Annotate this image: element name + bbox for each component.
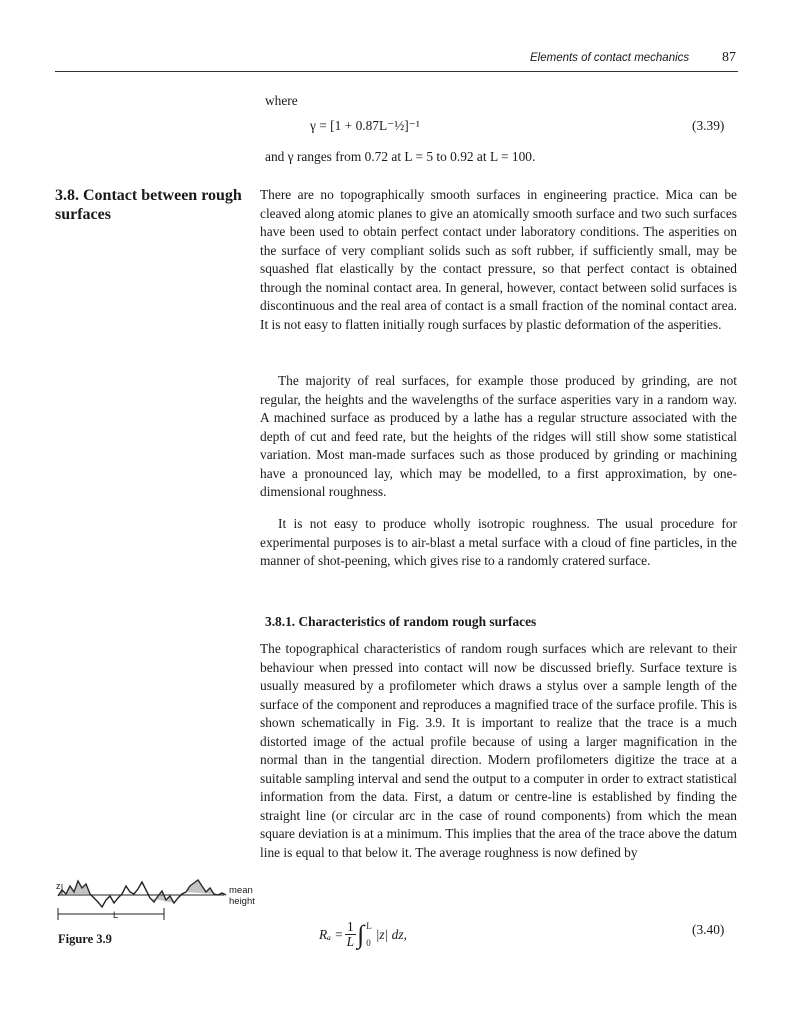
equation-3-39: γ = [1 + 0.87L⁻½]⁻¹	[310, 118, 420, 133]
figure-label-mean: mean	[229, 885, 253, 896]
figure-label-height: height	[229, 896, 255, 907]
equation-3-40: Rₐ = 1 ∫ L |z| dz, L 0	[319, 919, 407, 949]
eq-lower-limit: 0	[366, 938, 371, 948]
figure-label-z: z	[56, 881, 61, 891]
eq-lhs: Rₐ	[319, 926, 332, 942]
surface-profile-figure	[52, 872, 232, 922]
eq-fraction-numerator: 1	[345, 920, 356, 935]
where-label: where	[265, 93, 298, 108]
valley-hatch	[150, 891, 174, 903]
paragraph-2: The majority of real surfaces, for example those produced by grinding, are not regular, the heights and the wavelengths of the surface asperities vary in a random way. A machined surface as produced by a lathe has a regular structure associated with the depth of cut and feed rate, but the heights of the ridges will still show some statistical variation. Most man-made surfaces such as those produced by grinding or machining have a pronounced lay, which may be modelled, to a first approximation, by one-dimensional roughness.	[260, 373, 737, 500]
header-rule	[55, 71, 738, 72]
subsection-paragraph: The topographical characteristics of random rough surfaces which are relevant to their behaviour when pressed into contact will now be discussed briefly. Surface texture is usually measured by a profilometer which draws a stylus over a sample length of the surface of the component and reproduces a magnified trace of the surface profile. This is shown schematically in Fig. 3.9. It is important to realize that the trace is a much distorted image of the actual profile because of using a larger magnification in the normal than in the tangential direction. Modern profilometers digitize the trace at a suitable sampling interval and send the output to a computer in order to extract statistical information from the data. First, a datum or centre-line is established by finding the straight line (or circular arc in the case of round components) from which the mean square deviation is at a minimum. This implies that the area of the trace above the datum line is equal to that below it. The average roughness is now defined by	[260, 641, 737, 861]
eq-fraction-denominator: L	[346, 934, 355, 949]
figure-caption: Figure 3.9	[58, 932, 112, 946]
asperity-hatch	[66, 881, 90, 894]
paragraph-1: There are no topographically smooth surfaces in engineering practice. Mica can be cleaved along atomic planes to give an atomically smooth surface and two such surfaces have been used to obtain perfect contact under laboratory conditions. The asperities on the surface of very compliant solids such as soft rubber, if sufficiently small, may be squashed flat elastically by the contact pressure, so that perfect contact is obtained through the nominal contact area. In general, however, contact between solid surfaces is discontinuous and the real area of contact is a small fraction of the nominal contact area. It is not easy to flatten initially rough surfaces by plastic deformation of the asperities.	[260, 187, 737, 332]
equation-3-39-number: (3.39)	[692, 118, 725, 133]
subsection-heading: 3.8.1. Characteristics of random rough surfaces	[265, 614, 537, 629]
eq-upper-limit: L	[366, 921, 372, 931]
gamma-range-text: and γ ranges from 0.72 at L = 5 to 0.92 at L = 100.	[265, 149, 536, 164]
page-number: 87	[722, 50, 736, 65]
figure-label-L: L	[113, 910, 119, 920]
paragraph-3: It is not easy to produce wholly isotropic roughness. The usual procedure for experimental purposes is to air-blast a metal surface with a cloud of fine particles, in the manner of shot-peening, which gives rise to a randomly cratered surface.	[260, 516, 737, 569]
section-heading: 3.8. Contact between rough surfaces	[55, 187, 242, 223]
equation-3-40-number: (3.40)	[692, 922, 725, 937]
eq-integrand: |z| dz,	[375, 926, 407, 942]
running-title: Elements of contact mechanics	[530, 52, 690, 64]
